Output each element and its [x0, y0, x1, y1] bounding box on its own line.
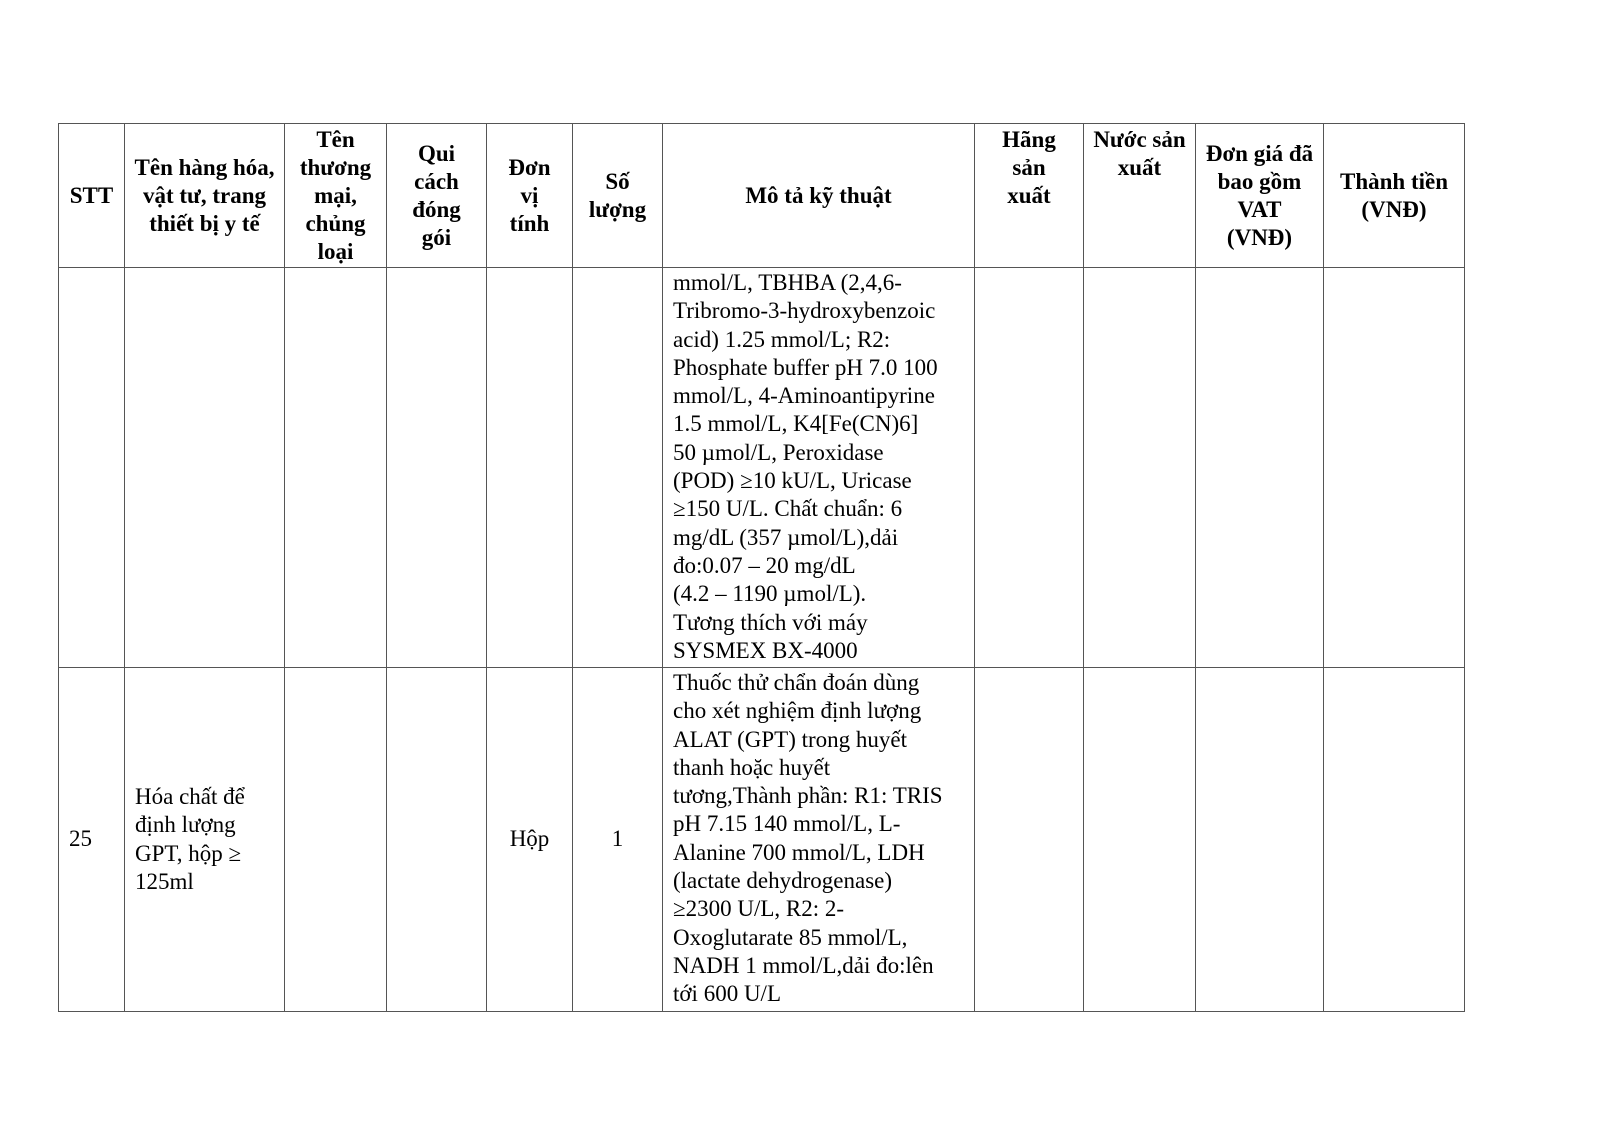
header-row: [59, 124, 1465, 268]
cell-manufacturer: [975, 668, 1084, 1012]
cell-country: [1084, 668, 1196, 1012]
cell-trade-name: [285, 268, 387, 668]
cell-unit: [487, 268, 573, 668]
header-packaging: Qui cách đóng gói: [387, 124, 487, 268]
cell-name: Hóa chất để định lượng GPT, hộp ≥ 125ml: [125, 668, 285, 1012]
cell-description: mmol/L, TBHBA (2,4,6- Tribromo-3-hydroxybenzoic acid) 1.25 mmol/L; R2: Phosphate buffer pH 7.0 100 mmol/L, 4-Aminoantipyrine 1.5 mmol/L, K4[Fe(CN)6] 50 µmol/L, Peroxidase (POD) ≥10 kU/L, Uricase ≥150 U/L. Chất chuẩn: 6 mg/dL (357 µmol/L),dải đo:0.07 – 20 mg/dL (4.2 – 1190 µmol/L). Tương thích với máy SYSMEX BX-4000: [663, 268, 975, 668]
header-trade-name: Tên thương mại, chủng loại: [285, 124, 387, 268]
cell-stt: [59, 268, 125, 668]
table-row: [59, 268, 1465, 668]
cell-packaging: [387, 268, 487, 668]
header-manufacturer: Hãng sản xuất: [975, 124, 1084, 268]
header-unit-price: Đơn giá đã bao gồm VAT (VNĐ): [1196, 124, 1324, 268]
header-unit: Đơn vị tính: [487, 124, 573, 268]
header-name: Tên hàng hóa, vật tư, trang thiết bị y tế: [125, 124, 285, 268]
cell-quantity: [573, 268, 663, 668]
cell-stt: 25: [59, 668, 125, 1012]
cell-country: [1084, 268, 1196, 668]
header-stt: STT: [59, 124, 125, 268]
cell-name: [125, 268, 285, 668]
table-row: [59, 668, 1465, 1012]
header-description: Mô tả kỹ thuật: [663, 124, 975, 268]
cell-total: [1324, 668, 1465, 1012]
cell-unit-price: [1196, 668, 1324, 1012]
header-country: Nước sản xuất: [1084, 124, 1196, 268]
procurement-table: [58, 123, 1465, 1012]
cell-manufacturer: [975, 268, 1084, 668]
header-quantity: Số lượng: [573, 124, 663, 268]
cell-unit: Hộp: [487, 668, 573, 1012]
cell-unit-price: [1196, 268, 1324, 668]
cell-trade-name: [285, 668, 387, 1012]
header-total: Thành tiền (VNĐ): [1324, 124, 1465, 268]
cell-quantity: 1: [573, 668, 663, 1012]
cell-description: Thuốc thử chẩn đoán dùng cho xét nghiệm định lượng ALAT (GPT) trong huyết thanh hoặc huyết tương,Thành phần: R1: TRIS pH 7.15 140 mmol/L, L- Alanine 700 mmol/L, LDH (lactate dehydrogenase) ≥2300 U/L, R2: 2- Oxoglutarate 85 mmol/L, NADH 1 mmol/L,dải đo:lên tới 600 U/L: [663, 668, 975, 1012]
cell-total: [1324, 268, 1465, 668]
cell-packaging: [387, 668, 487, 1012]
